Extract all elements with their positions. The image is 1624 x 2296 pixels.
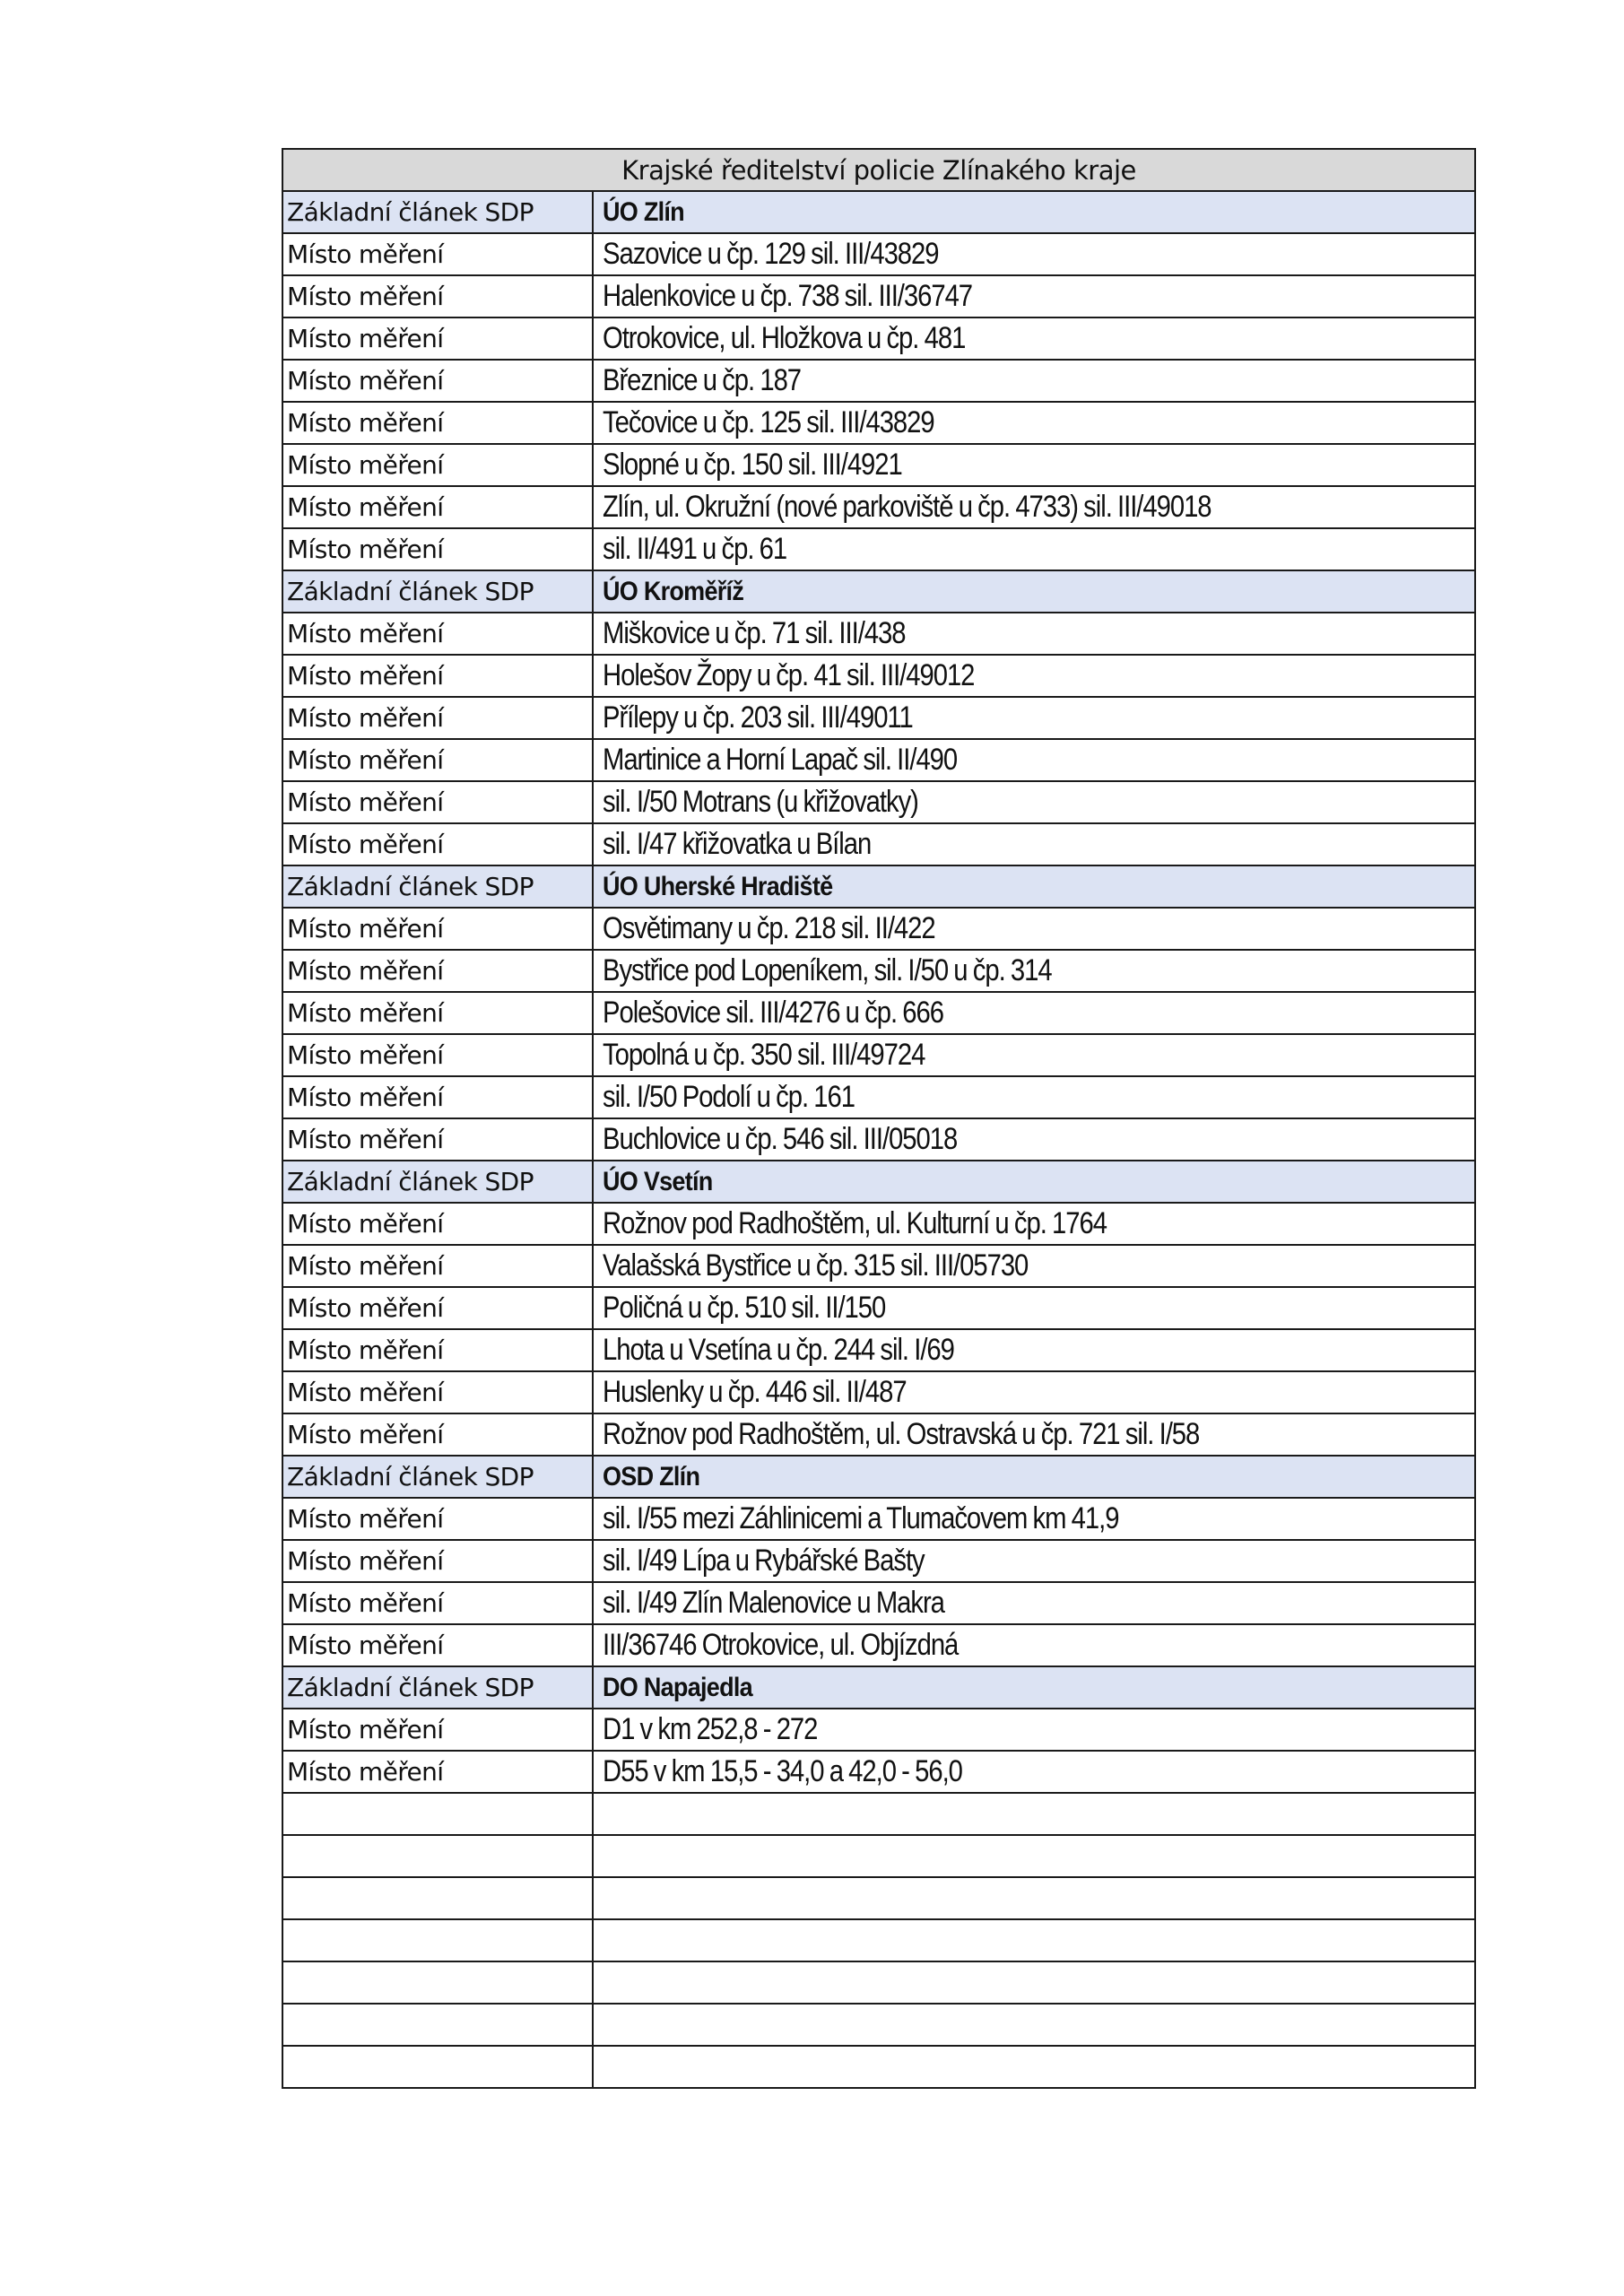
- table-row: [282, 360, 1475, 402]
- place-value-cell: [593, 1624, 1475, 1666]
- unit-name: DO Napajedla: [603, 1672, 752, 1702]
- place-value-cell: [593, 444, 1475, 486]
- empty-row: [282, 1835, 1475, 1877]
- place-value-cell: [593, 233, 1475, 275]
- place-value-cell: [593, 317, 1475, 360]
- place-value-cell: [593, 1413, 1475, 1456]
- place-label-cell: Místo měření: [282, 402, 593, 444]
- place-label-cell: Místo měření: [282, 444, 593, 486]
- place-label-cell: Místo měření: [282, 360, 593, 402]
- empty-row: [282, 1793, 1475, 1835]
- empty-cell: [593, 2046, 1475, 2088]
- empty-row: [282, 1877, 1475, 1919]
- empty-cell: [282, 2004, 593, 2046]
- table-row: [282, 950, 1475, 992]
- place-value: Valašská Bystřice u čp. 315 sil. III/05730: [603, 1248, 1029, 1283]
- place-value-cell: [593, 992, 1475, 1034]
- table-row: [282, 1329, 1475, 1371]
- place-label-cell: Místo měření: [282, 1329, 593, 1371]
- table-row: [282, 1413, 1475, 1456]
- place-value: Sazovice u čp. 129 sil. III/43829: [603, 237, 939, 271]
- place-value: Bystřice pod Lopeníkem, sil. I/50 u čp. 314: [603, 953, 1052, 987]
- table-row: [282, 1245, 1475, 1287]
- empty-cell: [282, 1961, 593, 2004]
- empty-cell: [282, 1793, 593, 1835]
- unit-label-cell: Základní článek SDP: [282, 865, 593, 908]
- place-label-cell: Místo měření: [282, 528, 593, 570]
- empty-cell: [282, 1919, 593, 1961]
- place-value: sil. I/55 mezi Záhlinicemi a Tlumačovem km 41,9: [603, 1501, 1119, 1535]
- place-value: III/36746 Otrokovice, ul. Objízdná: [603, 1628, 959, 1662]
- place-value: Přílepy u čp. 203 sil. III/49011: [603, 700, 913, 735]
- table-row: [282, 1582, 1475, 1624]
- place-value: Poličná u čp. 510 sil. II/150: [603, 1291, 886, 1325]
- empty-cell: [282, 1877, 593, 1919]
- place-value: sil. I/50 Motrans (u křižovatky): [603, 785, 918, 819]
- unit-label-cell: Základní článek SDP: [282, 570, 593, 613]
- place-value-cell: [593, 1540, 1475, 1582]
- place-value: Holešov Žopy u čp. 41 sil. III/49012: [603, 658, 975, 692]
- table-row: [282, 823, 1475, 865]
- place-value: Miškovice u čp. 71 sil. III/438: [603, 616, 906, 650]
- place-label-cell: Místo měření: [282, 950, 593, 992]
- table-row: [282, 1751, 1475, 1793]
- place-label-cell: Místo měření: [282, 1413, 593, 1456]
- unit-name-cell: [593, 865, 1475, 908]
- place-value: D55 v km 15,5 - 34,0 a 42,0 - 56,0: [603, 1754, 962, 1788]
- place-value: sil. I/49 Lípa u Rybářské Bašty: [603, 1544, 925, 1578]
- place-value: Osvětimany u čp. 218 sil. II/422: [603, 911, 935, 945]
- unit-name: ÚO Zlín: [603, 196, 684, 227]
- place-value: Topolná u čp. 350 sil. III/49724: [603, 1038, 925, 1072]
- table-title: Krajské ředitelství policie Zlínakého kraje: [282, 149, 1475, 191]
- place-label-cell: Místo měření: [282, 613, 593, 655]
- table-row: [282, 402, 1475, 444]
- place-value: D1 v km 252,8 - 272: [603, 1712, 818, 1746]
- place-label-cell: Místo měření: [282, 1076, 593, 1118]
- place-value-cell: [593, 486, 1475, 528]
- empty-row: [282, 2004, 1475, 2046]
- place-value-cell: [593, 360, 1475, 402]
- place-label-cell: Místo měření: [282, 1245, 593, 1287]
- place-label-cell: Místo měření: [282, 275, 593, 317]
- unit-header-row: [282, 1161, 1475, 1203]
- table-row: [282, 1034, 1475, 1076]
- place-value: Halenkovice u čp. 738 sil. III/36747: [603, 279, 973, 313]
- unit-label-cell: Základní článek SDP: [282, 1161, 593, 1203]
- place-label-cell: Místo měření: [282, 1203, 593, 1245]
- empty-cell: [593, 1877, 1475, 1919]
- place-value: Březnice u čp. 187: [603, 363, 802, 397]
- empty-cell: [593, 1919, 1475, 1961]
- unit-name-cell: [593, 1161, 1475, 1203]
- table-row: [282, 1203, 1475, 1245]
- place-value-cell: [593, 613, 1475, 655]
- place-value-cell: [593, 739, 1475, 781]
- place-label-cell: Místo měření: [282, 1498, 593, 1540]
- place-value-cell: [593, 1582, 1475, 1624]
- empty-cell: [593, 2004, 1475, 2046]
- place-label-cell: Místo měření: [282, 908, 593, 950]
- table-row: [282, 233, 1475, 275]
- place-value-cell: [593, 1034, 1475, 1076]
- empty-row: [282, 1919, 1475, 1961]
- unit-name: ÚO Vsetín: [603, 1166, 713, 1196]
- unit-header-row: [282, 865, 1475, 908]
- place-label-cell: Místo měření: [282, 486, 593, 528]
- place-label-cell: Místo měření: [282, 1287, 593, 1329]
- place-value-cell: [593, 1709, 1475, 1751]
- place-value: Rožnov pod Radhoštěm, ul. Ostravská u čp. 721 sil. I/58: [603, 1417, 1200, 1451]
- table-row: [282, 655, 1475, 697]
- place-value-cell: [593, 697, 1475, 739]
- table-row: [282, 1076, 1475, 1118]
- place-value: Buchlovice u čp. 546 sil. III/05018: [603, 1122, 958, 1156]
- place-label-cell: Místo měření: [282, 1034, 593, 1076]
- empty-cell: [282, 1835, 593, 1877]
- unit-name-cell: [593, 570, 1475, 613]
- table-row: [282, 1498, 1475, 1540]
- place-label-cell: Místo měření: [282, 1624, 593, 1666]
- unit-name-cell: [593, 1666, 1475, 1709]
- place-value: sil. I/50 Podolí u čp. 161: [603, 1080, 855, 1114]
- place-label-cell: Místo měření: [282, 739, 593, 781]
- unit-label-cell: Základní článek SDP: [282, 1666, 593, 1709]
- unit-name: ÚO Kroměříž: [603, 576, 744, 606]
- table-row: [282, 613, 1475, 655]
- place-value-cell: [593, 781, 1475, 823]
- table-row: [282, 697, 1475, 739]
- unit-name-cell: [593, 1456, 1475, 1498]
- place-value-cell: [593, 1287, 1475, 1329]
- place-value-cell: [593, 1498, 1475, 1540]
- place-label-cell: Místo měření: [282, 1118, 593, 1161]
- table-row: [282, 1709, 1475, 1751]
- unit-header-row: [282, 1666, 1475, 1709]
- empty-cell: [593, 1961, 1475, 2004]
- place-label-cell: Místo měření: [282, 781, 593, 823]
- place-value: Lhota u Vsetína u čp. 244 sil. I/69: [603, 1333, 954, 1367]
- unit-label-cell: Základní článek SDP: [282, 191, 593, 233]
- table-row: [282, 1371, 1475, 1413]
- measurement-locations-table: [282, 148, 1476, 2089]
- table-row: [282, 739, 1475, 781]
- table-row: [282, 444, 1475, 486]
- place-value-cell: [593, 655, 1475, 697]
- unit-label-cell: Základní článek SDP: [282, 1456, 593, 1498]
- unit-header-row: [282, 191, 1475, 233]
- place-value-cell: [593, 1371, 1475, 1413]
- table-row: [282, 1540, 1475, 1582]
- table-row: [282, 275, 1475, 317]
- place-value: Otrokovice, ul. Hložkova u čp. 481: [603, 321, 966, 355]
- place-value-cell: [593, 402, 1475, 444]
- table-row: [282, 1624, 1475, 1666]
- unit-name: ÚO Uherské Hradiště: [603, 871, 833, 901]
- place-label-cell: Místo měření: [282, 1751, 593, 1793]
- unit-name-cell: [593, 191, 1475, 233]
- unit-header-row: [282, 570, 1475, 613]
- place-label-cell: Místo měření: [282, 317, 593, 360]
- place-value: Tečovice u čp. 125 sil. III/43829: [603, 405, 934, 439]
- empty-cell: [593, 1793, 1475, 1835]
- place-value-cell: [593, 528, 1475, 570]
- place-label-cell: Místo měření: [282, 1709, 593, 1751]
- place-value: sil. I/47 křižovatka u Bílan: [603, 827, 872, 861]
- place-value-cell: [593, 908, 1475, 950]
- empty-cell: [593, 1835, 1475, 1877]
- place-value: sil. II/491 u čp. 61: [603, 532, 787, 566]
- unit-name: OSD Zlín: [603, 1461, 700, 1492]
- place-label-cell: Místo měření: [282, 233, 593, 275]
- table-row: [282, 908, 1475, 950]
- place-label-cell: Místo měření: [282, 1371, 593, 1413]
- place-value-cell: [593, 1203, 1475, 1245]
- place-value: Slopné u čp. 150 sil. III/4921: [603, 448, 902, 482]
- table-row: [282, 1118, 1475, 1161]
- table-row: [282, 528, 1475, 570]
- title-row: [282, 149, 1475, 191]
- place-value-cell: [593, 1329, 1475, 1371]
- place-value: sil. I/49 Zlín Malenovice u Makra: [603, 1586, 944, 1620]
- place-label-cell: Místo měření: [282, 697, 593, 739]
- place-value: Huslenky u čp. 446 sil. II/487: [603, 1375, 907, 1409]
- place-label-cell: Místo měření: [282, 655, 593, 697]
- table-row: [282, 486, 1475, 528]
- place-value-cell: [593, 1751, 1475, 1793]
- table-row: [282, 317, 1475, 360]
- place-value: Martinice a Horní Lapač sil. II/490: [603, 743, 958, 777]
- place-value-cell: [593, 1076, 1475, 1118]
- place-label-cell: Místo měření: [282, 1582, 593, 1624]
- place-value: Polešovice sil. III/4276 u čp. 666: [603, 996, 943, 1030]
- unit-header-row: [282, 1456, 1475, 1498]
- place-value-cell: [593, 275, 1475, 317]
- place-value-cell: [593, 1245, 1475, 1287]
- table-row: [282, 1287, 1475, 1329]
- empty-row: [282, 1961, 1475, 2004]
- place-label-cell: Místo měření: [282, 1540, 593, 1582]
- empty-row: [282, 2046, 1475, 2088]
- place-value-cell: [593, 1118, 1475, 1161]
- place-value-cell: [593, 823, 1475, 865]
- table-row: [282, 992, 1475, 1034]
- place-value: Zlín, ul. Okružní (nové parkoviště u čp. 4733) sil. III/49018: [603, 490, 1211, 524]
- place-label-cell: Místo měření: [282, 823, 593, 865]
- table-row: [282, 781, 1475, 823]
- place-value-cell: [593, 950, 1475, 992]
- empty-cell: [282, 2046, 593, 2088]
- place-value: Rožnov pod Radhoštěm, ul. Kulturní u čp. 1764: [603, 1206, 1107, 1240]
- place-label-cell: Místo měření: [282, 992, 593, 1034]
